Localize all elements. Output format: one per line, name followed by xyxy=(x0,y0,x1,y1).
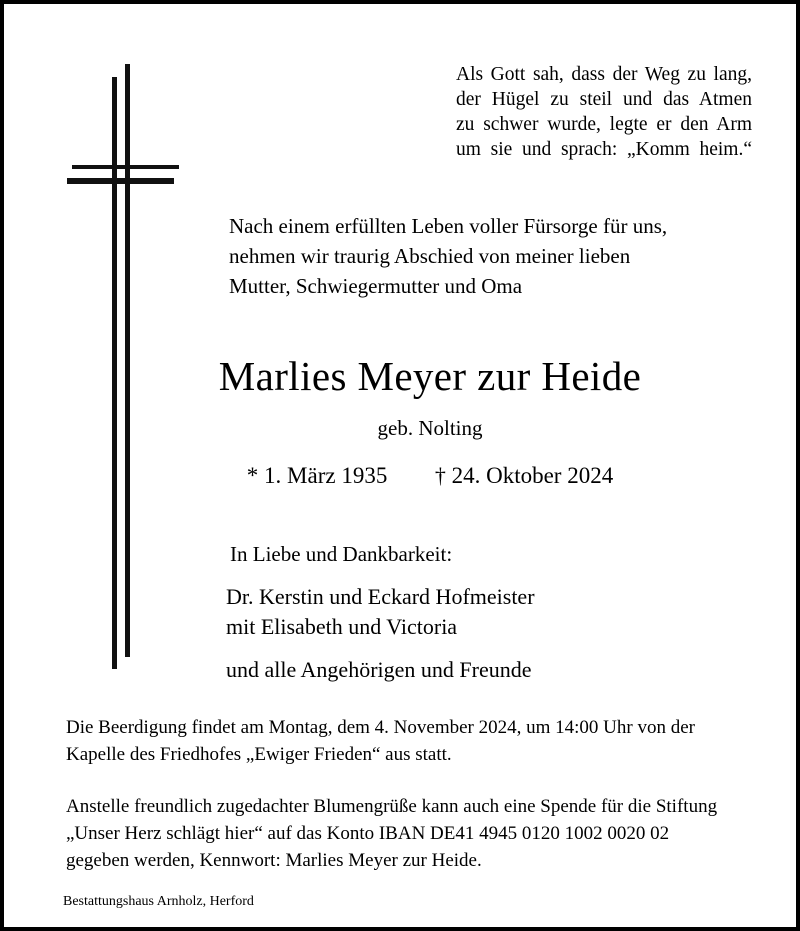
death-symbol: † xyxy=(434,463,446,488)
death-date: 24. Oktober 2024 xyxy=(451,463,614,488)
donation-request xyxy=(66,793,750,874)
mourner-line-1: Dr. Kerstin und Eckard Hofmeister xyxy=(226,584,535,609)
mourner-line-3: und alle Angehörigen und Freunde xyxy=(226,657,532,682)
memorial-verse xyxy=(456,62,752,162)
cross-horizontal-bottom-bar xyxy=(67,178,174,184)
funeral-line-2: Kapelle des Friedhofes „Ewiger Frieden“ aus statt. xyxy=(66,744,452,765)
funeral-home-credit: Bestattungshaus Arnholz, Herford xyxy=(63,894,254,909)
verse-line-4: um sie und sprach: „Komm heim.“ xyxy=(456,139,752,160)
donation-line-1: Anstelle freundlich zugedachter Blumengrüße kann auch eine Spende für die Stiftung xyxy=(66,796,718,817)
announcement-text xyxy=(229,211,747,301)
mourner-line-2: mit Elisabeth und Victoria xyxy=(226,614,458,639)
donation-line-3: gegeben werden, Kennwort: Marlies Meyer zur Heide. xyxy=(66,850,482,871)
funeral-line-1: Die Beerdigung findet am Montag, dem 4. November 2024, um 14:00 Uhr von der xyxy=(66,717,695,738)
birth-symbol: * xyxy=(246,463,259,488)
announcement-line-1: Nach einem erfüllten Leben voller Fürsorge für uns, xyxy=(229,214,668,238)
funeral-details xyxy=(66,714,750,768)
verse-line-3: zu schwer wurde, legte er den Arm xyxy=(456,114,752,135)
deceased-maiden-name: geb. Nolting xyxy=(377,416,483,440)
verse-line-2: der Hügel zu steil und das Atmen xyxy=(456,89,752,110)
dedication-text: In Liebe und Dankbarkeit: xyxy=(230,542,453,566)
cross-horizontal-top-bar xyxy=(72,165,179,169)
verse-line-1: Als Gott sah, dass der Weg zu lang, xyxy=(456,64,752,85)
life-dates xyxy=(4,461,796,491)
birth-date: 1. März 1935 xyxy=(264,463,388,488)
deceased-name: Marlies Meyer zur Heide xyxy=(218,353,642,399)
donation-line-2: „Unser Herz schlägt hier“ auf das Konto IBAN DE41 4945 0120 1002 0020 02 xyxy=(66,823,670,844)
mourners-list xyxy=(226,582,535,685)
announcement-line-2: nehmen wir traurig Abschied von meiner lieben xyxy=(229,244,631,268)
announcement-line-3: Mutter, Schwiegermutter und Oma xyxy=(229,274,523,298)
